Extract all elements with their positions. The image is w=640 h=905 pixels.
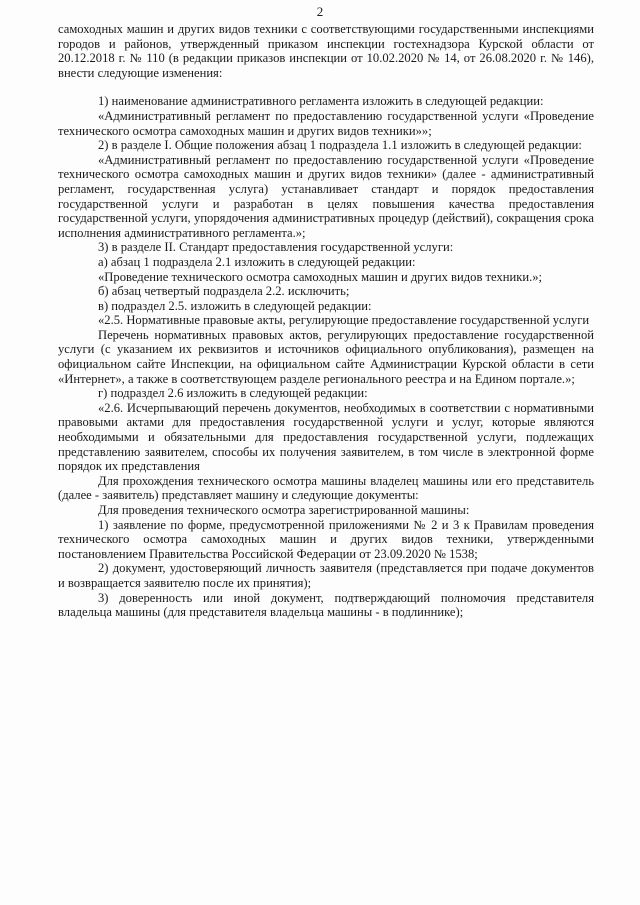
paragraph-quote-title: «Административный регламент по предоставлению государственной услуги «Проведение технического осмотра самоходных машин и других видов техники»»; <box>58 108 594 138</box>
paragraph-doc-1: 1) заявление по форме, предусмотренной приложениями № 2 и 3 к Правилам проведения технического осмотра самоходных машин и других видов техники, утвержденными постановлением Правительства Российской Федерации от 23.09.2020 № 1538; <box>58 517 594 561</box>
paragraph-section-2-6: «2.6. Исчерпывающий перечень документов, необходимых в соответствии с нормативными правовыми актами для предоставления государственной услуги и услуг, которые являются необходимыми и обязательными для предоставления государственной услуги, подлежащих представлению заявителем, способы их получения заявителем, в том числе в электронной форме порядок их представления <box>58 400 594 474</box>
paragraph-quote-service: «Проведение технического осмотра самоходных машин и других видов техники.»; <box>98 269 543 284</box>
paragraph-item-v: в) подраздел 2.5. изложить в следующей редакции: <box>98 298 372 313</box>
paragraph-item-a: а) абзац 1 подраздела 2.1 изложить в следующей редакции: <box>98 254 416 269</box>
paragraph-registered-machine: Для проведения технического осмотра зарегистрированной машины: <box>98 503 470 517</box>
paragraph-doc-2: 2) документ, удостоверяющий личность заявителя (представляется при подаче документов и возвращается заявителю после их принятия); <box>58 561 594 590</box>
page-number: 2 <box>316 4 324 19</box>
paragraph-quote-regulation: «Административный регламент по предоставлению государственной услуги «Проведение технического осмотра самоходных машин и других видов техники» (далее - административный регламент, государственная услуга) устанавливает стандарт и порядок предоставления государственной услуги и разработан в целях повышения качества предоставления государственной услуги, упорядочения административных процедур (действий), сокращения срока исполнения административного регламента.»; <box>58 152 594 240</box>
paragraph-item-b: б) абзац четвертый подраздела 2.2. исключить; <box>98 284 350 299</box>
paragraph-section-2-5: «2.5. Нормативные правовые акты, регулирующие предоставление государственной услуги <box>98 313 590 328</box>
document-body <box>58 22 594 620</box>
paragraph-item-3: 3) в разделе II. Стандарт предоставления государственной услуги: <box>98 240 454 255</box>
paragraph-doc-3: 3) доверенность или иной документ, подтверждающий полномочия представителя владельца машины (для представителя владельца машины - в подлиннике); <box>58 590 594 620</box>
paragraph-acts-list: Перечень нормативных правовых актов, регулирующих предоставление государственной услуги (с указанием их реквизитов и источников официального опубликования), размещен на официальном сайте Инспекции, на официальном сайте Администрации Курской области в сети «Интернет», а также в соответствующем разделе регионального реестра и на Едином портале.»; <box>58 327 594 386</box>
paragraph-inspection-docs: Для прохождения технического осмотра машины владелец машины или его представитель (далее - заявитель) представляет машину и следующие документы: <box>58 473 594 503</box>
paragraph-item-2: 2) в разделе I. Общие положения абзац 1 подраздела 1.1 изложить в следующей редакции: <box>98 138 582 153</box>
paragraph-item-g: г) подраздел 2.6 изложить в следующей редакции: <box>98 386 368 401</box>
paragraph-item-1: 1) наименование административного регламента изложить в следующей редакции: <box>98 94 544 109</box>
paragraph-intro: самоходных машин и других видов техники с соответствующими государственными инспекциями городов и районов, утвержденный приказом инспекции гостехнадзора Курской области от 20.12.2018 г. № 110 (в редакции приказов инспекции от 10.02.2020 № 14, от 26.08.2020 г. № 146), внести следующие изменения: <box>58 22 594 80</box>
